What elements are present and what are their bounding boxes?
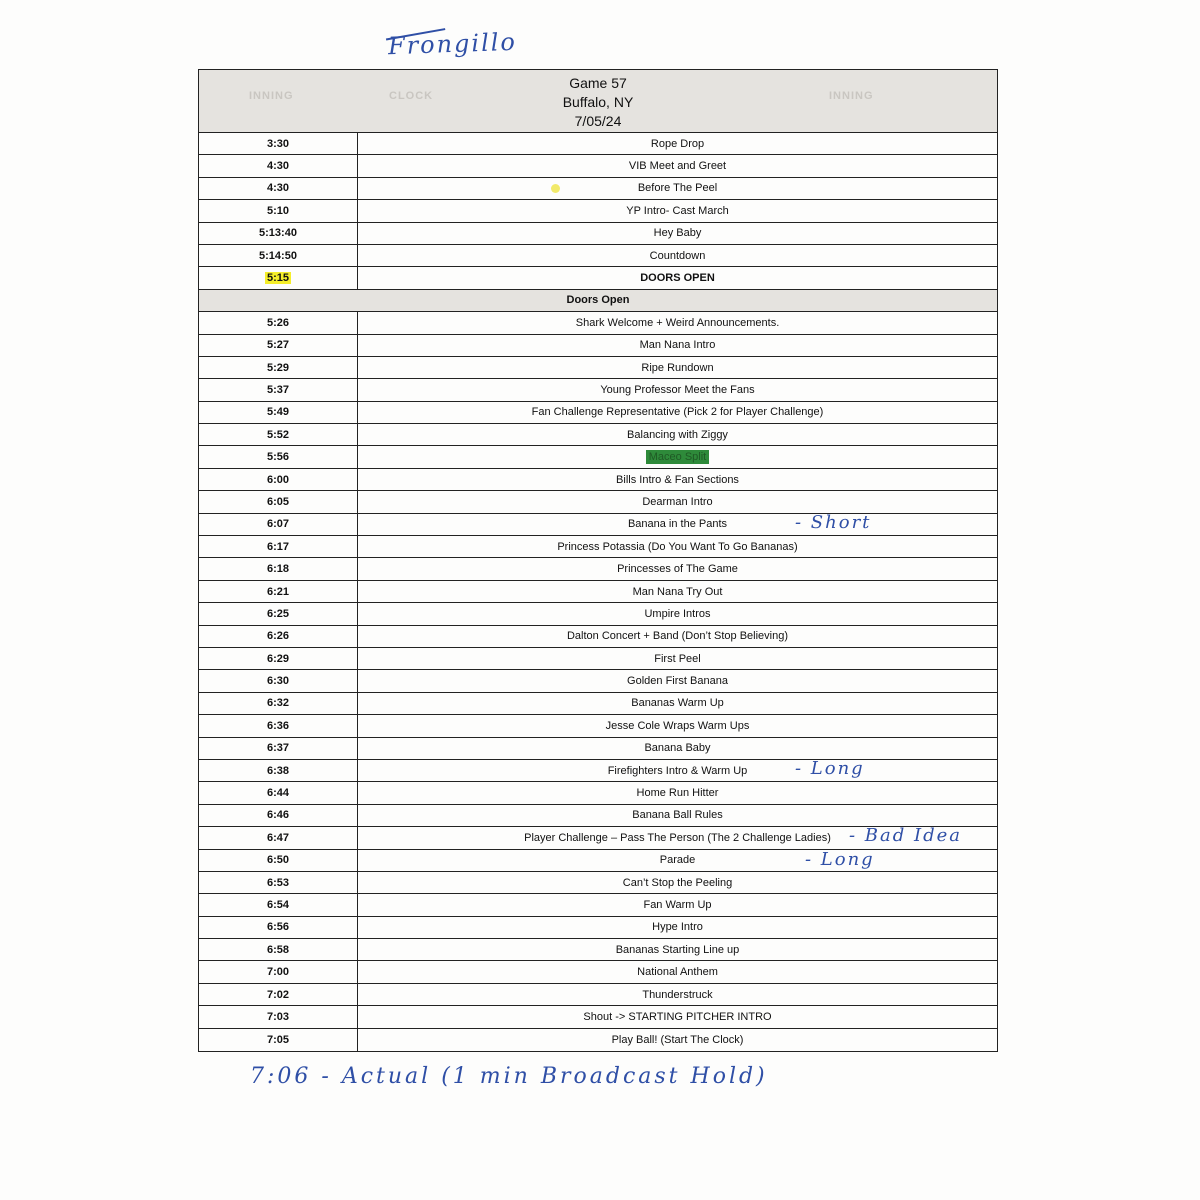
row-event: Home Run Hitter xyxy=(636,787,719,800)
header-ghost-mid: CLOCK xyxy=(389,90,434,102)
row-event: Man Nana Intro xyxy=(639,339,716,352)
row-time: 5:56 xyxy=(199,446,358,467)
row-event: Banana Ball Rules xyxy=(632,809,723,822)
row-event: Play Ball! (Start The Clock) xyxy=(611,1033,744,1046)
row-time: 7:02 xyxy=(199,984,358,1005)
row-time: 6:17 xyxy=(199,536,358,557)
header-ghost-right: INNING xyxy=(829,90,874,102)
row-time: 6:53 xyxy=(199,872,358,893)
table-row xyxy=(199,581,997,603)
table-row xyxy=(199,939,997,961)
row-time: 6:37 xyxy=(199,738,358,759)
row-time: 6:50 xyxy=(199,850,358,871)
row-time: 6:07 xyxy=(199,514,358,535)
row-event: Bills Intro & Fan Sections xyxy=(616,473,739,486)
table-row xyxy=(199,917,997,939)
row-time: 6:54 xyxy=(199,894,358,915)
row-time: 6:38 xyxy=(199,760,358,781)
row-event: Player Challenge – Pass The Person (The 2 Challenge Ladies) xyxy=(524,831,831,844)
highlighter-dot xyxy=(551,184,560,193)
row-time: 5:37 xyxy=(199,379,358,400)
table-row xyxy=(199,648,997,670)
row-event: Rope Drop xyxy=(650,137,705,150)
table-row xyxy=(199,536,997,558)
row-event: YP Intro- Cast March xyxy=(626,204,729,217)
table-header xyxy=(199,70,997,133)
row-time: 6:32 xyxy=(199,693,358,714)
row-event: Shark Welcome + Weird Announcements. xyxy=(575,316,780,329)
row-time: 6:29 xyxy=(199,648,358,669)
row-time: 6:46 xyxy=(199,805,358,826)
row-event: Dalton Concert + Band (Don’t Stop Believing) xyxy=(566,630,789,643)
row-time: 6:36 xyxy=(199,715,358,736)
row-event: Jesse Cole Wraps Warm Ups xyxy=(605,719,750,732)
row-time: 4:30 xyxy=(199,178,358,199)
handwritten-margin-note: - Long xyxy=(805,848,875,870)
table-row xyxy=(199,402,997,424)
row-event: Before The Peel xyxy=(637,182,718,195)
run-of-show-table xyxy=(198,69,998,1052)
game-date: 7/05/24 xyxy=(574,113,622,129)
row-event: DOORS OPEN xyxy=(640,272,715,285)
row-time: 5:52 xyxy=(199,424,358,445)
row-event: Umpire Intros xyxy=(644,607,711,620)
handwritten-margin-note: - Short xyxy=(795,511,872,533)
row-time: 5:26 xyxy=(199,312,358,333)
row-event xyxy=(358,446,997,467)
row-event: VIB Meet and Greet xyxy=(628,160,727,173)
row-event: Princesses of The Game xyxy=(617,563,738,576)
row-event: Man Nana Try Out xyxy=(632,585,723,598)
row-time: 6:26 xyxy=(199,626,358,647)
row-time: 5:49 xyxy=(199,402,358,423)
row-event: Fan Warm Up xyxy=(643,898,712,911)
row-event: Firefighters Intro & Warm Up xyxy=(607,764,748,777)
row-time: 5:10 xyxy=(199,200,358,221)
row-time: 6:25 xyxy=(199,603,358,624)
row-time: 6:44 xyxy=(199,782,358,803)
header-ghost-left: INNING xyxy=(249,90,294,102)
table-row xyxy=(199,335,997,357)
row-time: 6:58 xyxy=(199,939,358,960)
row-event: Balancing with Ziggy xyxy=(627,428,728,441)
row-time: 6:18 xyxy=(199,558,358,579)
section-doors-open: Doors Open xyxy=(199,290,997,312)
table-row xyxy=(199,961,997,983)
table-row xyxy=(199,757,997,782)
row-event: Thunderstruck xyxy=(642,988,713,1001)
table-row xyxy=(199,872,997,894)
row-time xyxy=(199,267,358,288)
row-event: Ripe Rundown xyxy=(641,361,714,374)
table-row xyxy=(199,1029,997,1051)
table-row xyxy=(199,133,997,155)
table-row xyxy=(199,805,997,827)
row-event: Princess Potassia (Do You Want To Go Bananas) xyxy=(557,540,798,553)
table-row-doors-open xyxy=(199,267,997,289)
handwritten-margin-note: - Long xyxy=(795,757,865,779)
table-row xyxy=(199,782,997,804)
table-row xyxy=(199,491,997,513)
highlighted-time: 5:15 xyxy=(266,272,290,285)
table-row xyxy=(199,446,997,468)
row-time: 6:30 xyxy=(199,670,358,691)
table-row xyxy=(199,558,997,580)
row-time: 5:13:40 xyxy=(199,223,358,244)
row-time: 6:56 xyxy=(199,917,358,938)
row-time: 3:30 xyxy=(199,133,358,154)
row-event: Bananas Warm Up xyxy=(631,697,724,710)
row-time: 6:05 xyxy=(199,491,358,512)
row-event: Young Professor Meet the Fans xyxy=(600,383,755,396)
event-rows xyxy=(199,312,997,1051)
table-row xyxy=(199,155,997,177)
table-row xyxy=(199,312,997,334)
row-event: Banana Baby xyxy=(644,742,711,755)
row-event: Hey Baby xyxy=(653,227,702,240)
table-row xyxy=(199,894,997,916)
row-event: Banana in the Pants xyxy=(627,518,728,531)
row-event: Fan Challenge Representative (Pick 2 for Player Challenge) xyxy=(531,406,824,419)
row-event: Hype Intro xyxy=(652,921,703,934)
table-row xyxy=(199,827,997,849)
row-time: 7:05 xyxy=(199,1029,358,1051)
row-event: Dearman Intro xyxy=(642,495,713,508)
handwritten-margin-note: - Bad Idea xyxy=(849,825,963,847)
table-row xyxy=(199,693,997,715)
game-title: Game 57 xyxy=(569,75,627,91)
table-row xyxy=(199,715,997,737)
row-time: 7:00 xyxy=(199,961,358,982)
table-row xyxy=(199,200,997,222)
row-event: Countdown xyxy=(649,249,706,262)
green-highlighted-event: Maceo Split xyxy=(646,450,709,464)
table-row xyxy=(199,1006,997,1028)
row-event: National Anthem xyxy=(637,966,718,979)
table-row xyxy=(199,626,997,648)
table-row xyxy=(199,738,997,760)
table-row xyxy=(199,357,997,379)
row-event: Shout -> STARTING PITCHER INTRO xyxy=(583,1010,772,1023)
row-time: 5:27 xyxy=(199,335,358,356)
table-row xyxy=(199,178,997,200)
row-time: 5:29 xyxy=(199,357,358,378)
row-time: 7:03 xyxy=(199,1006,358,1027)
game-location: Buffalo, NY xyxy=(562,94,634,110)
handwritten-footer-note: 7:06 - Actual (1 min Broadcast Hold) xyxy=(250,1064,768,1089)
table-row xyxy=(199,850,997,872)
table-row xyxy=(199,603,997,625)
row-event: Bananas Starting Line up xyxy=(615,943,740,956)
table-row xyxy=(199,245,997,267)
row-time: 6:21 xyxy=(199,581,358,602)
table-row xyxy=(199,511,997,536)
table-row xyxy=(199,670,997,692)
row-time: 4:30 xyxy=(199,155,358,176)
row-event: First Peel xyxy=(654,652,701,665)
table-row xyxy=(199,984,997,1006)
row-time: 6:47 xyxy=(199,827,358,848)
row-time: 6:00 xyxy=(199,469,358,490)
table-row xyxy=(199,223,997,245)
row-time: 5:14:50 xyxy=(199,245,358,266)
table-row xyxy=(199,469,997,491)
row-event: Parade xyxy=(659,854,696,867)
table-row xyxy=(199,379,997,401)
header-text xyxy=(199,74,997,131)
row-event: Can’t Stop the Peeling xyxy=(622,876,733,889)
table-row xyxy=(199,424,997,446)
row-event: Golden First Banana xyxy=(627,675,728,688)
handwritten-name: Frongillo xyxy=(387,27,518,61)
